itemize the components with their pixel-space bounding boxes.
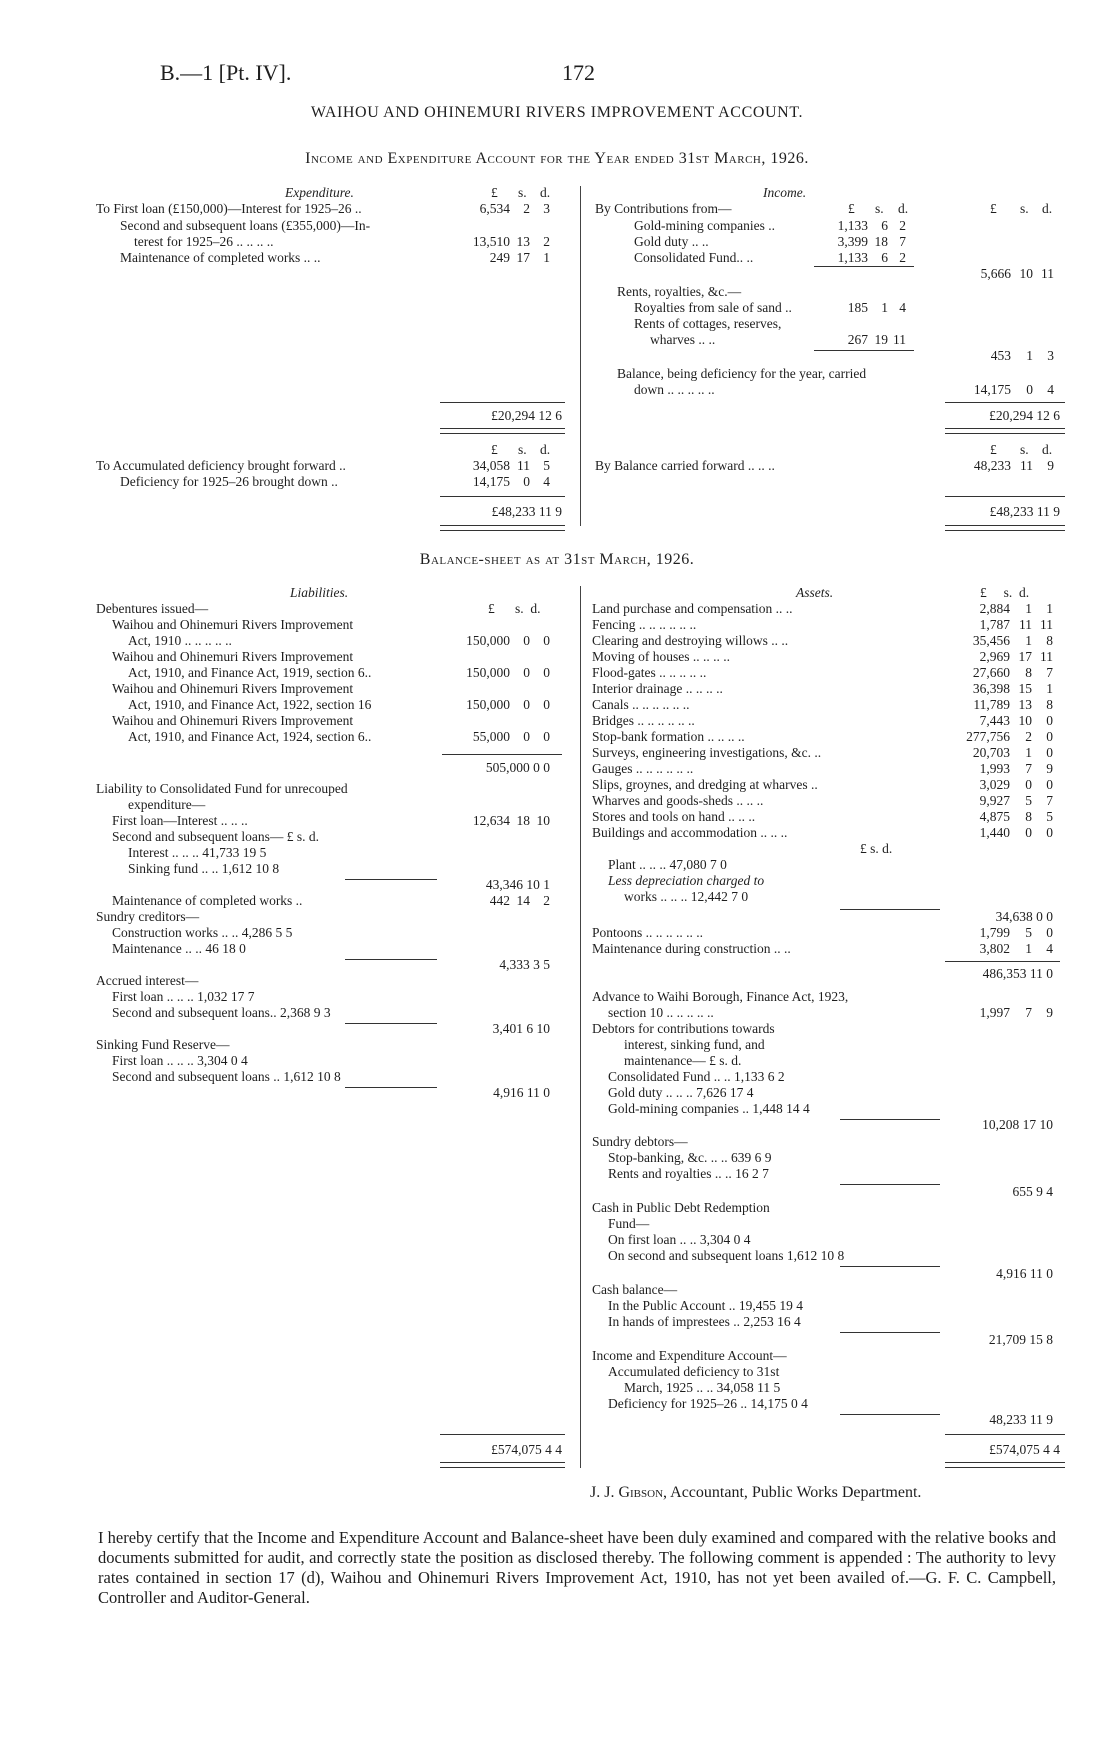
- document-reference: B.—1 [Pt. IV].: [160, 60, 292, 85]
- asset-shillings: 10: [1018, 713, 1032, 728]
- accountant-signature: [590, 1484, 921, 1502]
- audit-certificate: I hereby certify that the Income and Expenditure Account and Balance-sheet have been duly examined and compared with the relative books and documents submitted for audit, and correctly state the position as disclosed thereby. The following comment is appended : The authority to levy rates contained in section 17 (d), Waihou and Ohinemuri Rivers Improvement Act, 1910, has not yet been availed of.—G. F. C. Campbell, Controller and Auditor-General.: [98, 1528, 1056, 1607]
- subtotal-rule: [840, 909, 940, 910]
- total-rule: [440, 402, 565, 403]
- asset-pence: 7: [1046, 793, 1053, 808]
- inc-row-pence: 2: [899, 218, 906, 233]
- liab-row: Debentures issued—: [96, 601, 209, 616]
- asset-subtotal: 21,709 15 8: [988, 1332, 1053, 1347]
- exp-row-shillings: 17: [516, 250, 530, 265]
- asset-row: Clearing and destroying willows .. ..: [592, 633, 789, 648]
- inc-row-text: Gold duty .. ..: [634, 234, 709, 249]
- liab-pounds: 150,000: [466, 665, 510, 680]
- acc-total-right: £48,233 11 9: [989, 504, 1060, 519]
- liab-subtotal: 43,346 10 1: [485, 877, 550, 892]
- liab-row: Second and subsequent loans.. 2,368 9 3: [112, 1005, 331, 1020]
- asset-shillings: 0: [1025, 825, 1032, 840]
- exp-row-text: To First loan (£150,000)—Interest for 1925–26 ..: [96, 201, 362, 216]
- liab-row: Interest .. .. .. 41,733 19 5: [128, 845, 267, 860]
- subtotal-rule: [814, 266, 914, 267]
- asset-shillings: 8: [1025, 665, 1032, 680]
- asset-row: Wharves and goods-sheds .. .. ..: [592, 793, 764, 808]
- asset-pounds: 2,884: [979, 601, 1010, 616]
- subtotal-rule: [814, 350, 914, 351]
- double-rule: [440, 428, 565, 434]
- subtotal-rule: [840, 1332, 940, 1333]
- liab-row: expenditure—: [128, 797, 206, 812]
- asset-pence: 8: [1046, 633, 1053, 648]
- assets-heading: Assets.: [796, 585, 834, 600]
- liab-pounds: 150,000: [466, 633, 510, 648]
- acc-right-text: By Balance carried forward .. .. ..: [595, 458, 775, 473]
- total-rule: [945, 496, 1065, 497]
- exp-row-shillings: 2: [523, 201, 530, 216]
- asset-row: Buildings and accommodation .. .. ..: [592, 825, 788, 840]
- asset-row: Plant .. .. .. 47,080 7 0: [608, 857, 727, 872]
- asset-shillings: 1: [1025, 941, 1032, 956]
- asset-pounds: 3,029: [979, 777, 1010, 792]
- liab-row: Waihou and Ohinemuri Rivers Improvement: [112, 681, 354, 696]
- acc-row-shillings: 11: [517, 458, 530, 473]
- exp-row-pence: 1: [543, 250, 550, 265]
- inc-row-text: wharves .. ..: [650, 332, 716, 347]
- asset-shillings: 7: [1025, 1005, 1032, 1020]
- asset-row: Advance to Waihi Borough, Finance Act, 1923,: [592, 989, 849, 1004]
- asset-pence: 0: [1046, 729, 1053, 744]
- asset-pounds: 7,443: [979, 713, 1010, 728]
- asset-shillings: 1: [1025, 745, 1032, 760]
- asset-subtotal: 10,208 17 10: [982, 1117, 1053, 1132]
- liabilities-heading: Liabilities.: [290, 585, 349, 600]
- ie-subtitle: Income and Expenditure Account for the Year ended 31st March, 1926.: [305, 150, 809, 167]
- exp-row-pence: 3: [543, 201, 550, 216]
- asset-subtotal: 4,916 11 0: [996, 1266, 1053, 1281]
- liab-shillings: 14: [516, 893, 530, 908]
- asset-pounds: 20,703: [972, 745, 1010, 760]
- asset-subtotal: 48,233 11 9: [989, 1412, 1053, 1427]
- inc-row-pounds: 185: [847, 300, 868, 315]
- bs-total-liabilities: £574,075 4 4: [491, 1442, 562, 1457]
- acc-row-text: To Accumulated deficiency brought forward ..: [96, 458, 346, 473]
- liab-shillings: 0: [523, 697, 530, 712]
- ie-column-divider: [580, 186, 581, 526]
- liab-pence: 10: [536, 813, 550, 828]
- liab-pence: 0: [543, 665, 550, 680]
- asset-pence: 4: [1046, 941, 1053, 956]
- asset-shillings: 7: [1025, 761, 1032, 776]
- asset-row: section 10 .. .. .. .. ..: [608, 1005, 714, 1020]
- acc-row-text: Deficiency for 1925–26 brought down ..: [120, 474, 338, 489]
- asset-row: Fund—: [608, 1216, 650, 1231]
- asset-row: In hands of imprestees .. 2,253 16 4: [608, 1314, 801, 1329]
- liab-row: Maintenance of completed works ..: [112, 893, 303, 908]
- page-number: 172: [562, 60, 595, 85]
- liab-row: Sinking fund .. .. 1,612 10 8: [128, 861, 280, 876]
- liab-pence: 0: [543, 729, 550, 744]
- asset-row: Rents and royalties .. .. 16 2 7: [608, 1166, 769, 1181]
- double-rule: [945, 525, 1065, 531]
- inc-total-pence: 11: [1041, 266, 1054, 281]
- asset-shillings: 13: [1018, 697, 1032, 712]
- asset-pence: 0: [1046, 745, 1053, 760]
- asset-pounds: 1,997: [979, 1005, 1010, 1020]
- asset-shillings: 1: [1025, 601, 1032, 616]
- inc-row-pounds: 1,133: [837, 218, 868, 233]
- inc-row-text: Rents of cottages, reserves,: [634, 316, 782, 331]
- liab-row: First loan .. .. .. 3,304 0 4: [112, 1053, 248, 1068]
- inc-row-pounds: 267: [847, 332, 868, 347]
- asset-row: Debtors for contributions towards: [592, 1021, 775, 1036]
- asset-pounds: 35,456: [972, 633, 1010, 648]
- asset-row: Interior drainage .. .. .. ..: [592, 681, 723, 696]
- asset-pounds: 1,993: [979, 761, 1010, 776]
- liab-row: First loan .. .. .. 1,032 17 7: [112, 989, 255, 1004]
- exp-row-pounds: 13,510: [472, 234, 510, 249]
- liab-subtotal: 505,000 0 0: [485, 760, 550, 775]
- liab-row: Maintenance .. .. 46 18 0: [112, 941, 246, 956]
- inc-row-text: By Contributions from—: [595, 201, 732, 216]
- signature-role: , Accountant, Public Works Department.: [663, 1484, 922, 1501]
- asset-pounds: 277,756: [966, 729, 1010, 744]
- liab-row: Act, 1910, and Finance Act, 1919, section 6..: [128, 665, 372, 680]
- asset-pounds: 3,802: [979, 941, 1010, 956]
- bs-column-divider: [580, 586, 581, 1468]
- asset-row: Moving of houses .. .. .. ..: [592, 649, 730, 664]
- liab-row: Sundry creditors—: [96, 909, 200, 924]
- exp-row-shillings: 13: [516, 234, 530, 249]
- asset-row: works .. .. .. 12,442 7 0: [624, 889, 749, 904]
- currency-pence: d.: [540, 185, 551, 200]
- asset-pounds: 1,799: [979, 925, 1010, 940]
- liab-subtotal: 4,916 11 0: [493, 1085, 550, 1100]
- asset-pence: 8: [1046, 697, 1053, 712]
- asset-subtotal: 655 9 4: [1012, 1184, 1053, 1199]
- subtotal-rule: [345, 879, 437, 880]
- acc-row-pence: 5: [543, 458, 550, 473]
- inc-row-text: Balance, being deficiency for the year, carried: [617, 366, 867, 381]
- currency-header: £ s. d.: [488, 601, 541, 616]
- subtotal-rule: [840, 1266, 940, 1267]
- asset-row: Surveys, engineering investigations, &c. ..: [592, 745, 822, 760]
- asset-pounds: 1,787: [979, 617, 1010, 632]
- asset-row: Deficiency for 1925–26 .. 14,175 0 4: [608, 1396, 808, 1411]
- asset-row: Canals .. .. .. .. .. ..: [592, 697, 690, 712]
- inc-row-shillings: 18: [874, 234, 888, 249]
- currency-pound: £: [491, 185, 498, 200]
- bs-total-assets: £574,075 4 4: [989, 1442, 1060, 1457]
- liab-row: First loan—Interest .. .. ..: [112, 813, 248, 828]
- subtotal-rule: [442, 754, 562, 755]
- asset-shillings: 5: [1025, 793, 1032, 808]
- inc-row-shillings: 19: [874, 332, 888, 347]
- acc-right-pence: 9: [1047, 458, 1054, 473]
- exp-row-pence: 2: [543, 234, 550, 249]
- asset-row: On first loan .. .. 3,304 0 4: [608, 1232, 751, 1247]
- asset-row: Cash balance—: [592, 1282, 678, 1297]
- double-rule: [945, 1462, 1065, 1468]
- total-rule: [440, 1434, 565, 1435]
- asset-pence: 7: [1046, 665, 1053, 680]
- liab-row: Second and subsequent loans— £ s. d.: [112, 829, 319, 844]
- asset-row: maintenance— £ s. d.: [624, 1053, 742, 1068]
- asset-shillings: 17: [1018, 649, 1032, 664]
- acc-row-shillings: 0: [523, 474, 530, 489]
- bs-subtitle: Balance-sheet as at 31st March, 1926.: [419, 551, 695, 568]
- exp-row-pounds: 6,534: [479, 201, 510, 216]
- liab-pence: 2: [543, 893, 550, 908]
- liab-pence: 0: [543, 633, 550, 648]
- asset-pence: 9: [1046, 761, 1053, 776]
- asset-pounds: 27,660: [972, 665, 1010, 680]
- currency-shilling: s.: [518, 442, 527, 457]
- liab-pounds: 12,634: [472, 813, 510, 828]
- liab-row: Waihou and Ohinemuri Rivers Improvement: [112, 713, 354, 728]
- currency-pound: £: [990, 201, 997, 216]
- inc-total-shillings: 1: [1026, 348, 1033, 363]
- asset-subtotal: 34,638 0 0: [995, 909, 1053, 924]
- asset-pence: 11: [1040, 649, 1053, 664]
- inc-total-pounds: 453: [990, 348, 1011, 363]
- liab-pounds: 150,000: [466, 697, 510, 712]
- asset-pence: 0: [1046, 825, 1053, 840]
- total-rule: [440, 496, 565, 497]
- asset-pounds: 2,969: [979, 649, 1010, 664]
- asset-pence: 11: [1040, 617, 1053, 632]
- inc-row-pounds: 3,399: [837, 234, 868, 249]
- asset-row: Income and Expenditure Account—: [592, 1348, 787, 1363]
- asset-row: Less depreciation charged to: [608, 873, 765, 888]
- inc-total-pounds: 5,666: [980, 266, 1011, 281]
- asset-row: Stop-banking, &c. .. .. 639 6 9: [608, 1150, 772, 1165]
- asset-shillings: 5: [1025, 925, 1032, 940]
- liab-pounds: 442: [489, 893, 510, 908]
- asset-row: Gold-mining companies .. 1,448 14 4: [608, 1101, 810, 1116]
- subtotal-rule: [945, 961, 1060, 962]
- asset-pence: 1: [1046, 681, 1053, 696]
- acc-total-left: £48,233 11 9: [491, 504, 562, 519]
- liab-pounds: 55,000: [472, 729, 510, 744]
- inc-row-pence: 11: [893, 332, 906, 347]
- asset-row: Fencing .. .. .. .. .. ..: [592, 617, 697, 632]
- asset-row: Pontoons .. .. .. .. .. ..: [592, 925, 704, 940]
- inc-row-text: Royalties from sale of sand ..: [634, 300, 792, 315]
- acc-row-pounds: 14,175: [472, 474, 510, 489]
- liab-subtotal: 3,401 6 10: [492, 1021, 550, 1036]
- currency-pound: £: [990, 442, 997, 457]
- asset-shillings: 0: [1025, 777, 1032, 792]
- inc-row-pence: 2: [899, 250, 906, 265]
- liab-row: Waihou and Ohinemuri Rivers Improvement: [112, 617, 354, 632]
- asset-pence: 9: [1046, 1005, 1053, 1020]
- asset-pounds: 36,398: [972, 681, 1010, 696]
- subtotal-rule: [345, 959, 437, 960]
- acc-right-pounds: 48,233: [973, 458, 1011, 473]
- asset-pence: 0: [1046, 777, 1053, 792]
- inc-row-text: Consolidated Fund.. ..: [634, 250, 754, 265]
- currency-shilling: s.: [1020, 201, 1029, 216]
- ie-total-expenditure: £20,294 12 6: [491, 408, 562, 423]
- total-rule: [945, 402, 1065, 403]
- asset-row: interest, sinking fund, and: [624, 1037, 765, 1052]
- currency-pence: d.: [898, 201, 909, 216]
- exp-row-text: Maintenance of completed works .. ..: [120, 250, 321, 265]
- asset-row: Gold duty .. .. .. 7,626 17 4: [608, 1085, 754, 1100]
- inc-total-pounds: 14,175: [973, 382, 1011, 397]
- asset-row: Gauges .. .. .. .. .. ..: [592, 761, 694, 776]
- asset-row: Land purchase and compensation .. ..: [592, 601, 793, 616]
- asset-row: Maintenance during construction .. ..: [592, 941, 791, 956]
- inc-row-shillings: 6: [881, 250, 888, 265]
- asset-row: Consolidated Fund .. .. 1,133 6 2: [608, 1069, 785, 1084]
- asset-shillings: 1: [1025, 633, 1032, 648]
- signature-name: J. J. Gibson: [590, 1484, 664, 1501]
- subtotal-rule: [345, 1087, 437, 1088]
- inc-row-shillings: 6: [881, 218, 888, 233]
- inc-total-shillings: 10: [1019, 266, 1033, 281]
- subtotal-rule: [840, 1414, 940, 1415]
- currency-shilling: s.: [875, 201, 884, 216]
- asset-shillings: 11: [1019, 617, 1032, 632]
- asset-row: Cash in Public Debt Redemption: [592, 1200, 770, 1215]
- asset-shillings: 15: [1018, 681, 1032, 696]
- exp-row-text: terest for 1925–26 .. .. .. ..: [134, 234, 274, 249]
- subtotal-rule: [345, 1023, 437, 1024]
- liab-pence: 0: [543, 697, 550, 712]
- asset-row: Stop-bank formation .. .. .. ..: [592, 729, 745, 744]
- liab-shillings: 0: [523, 633, 530, 648]
- double-rule: [440, 525, 565, 531]
- asset-row: Accumulated deficiency to 31st: [608, 1364, 780, 1379]
- liab-row: Act, 1910, and Finance Act, 1924, section 6..: [128, 729, 372, 744]
- exp-row-pounds: 249: [489, 250, 510, 265]
- double-rule: [945, 428, 1065, 434]
- double-rule: [440, 1462, 565, 1468]
- inc-row-pence: 4: [899, 300, 906, 315]
- asset-row: On second and subsequent loans 1,612 10 8: [608, 1248, 845, 1263]
- liab-shillings: 0: [523, 665, 530, 680]
- inc-total-shillings: 0: [1026, 382, 1033, 397]
- currency-pound: £: [848, 201, 855, 216]
- asset-shillings: 2: [1025, 729, 1032, 744]
- liab-row: Act, 1910, and Finance Act, 1922, section 16: [128, 697, 372, 712]
- asset-pence: 1: [1046, 601, 1053, 616]
- inc-row-pounds: 1,133: [837, 250, 868, 265]
- asset-row: Flood-gates .. .. .. .. ..: [592, 665, 707, 680]
- inc-row-text: Rents, royalties, &c.—: [617, 284, 742, 299]
- expenditure-heading: Expenditure.: [285, 185, 354, 200]
- exp-row-text: Second and subsequent loans (£355,000)—In-: [120, 218, 371, 233]
- asset-row: Sundry debtors—: [592, 1134, 688, 1149]
- inc-row-pence: 7: [899, 234, 906, 249]
- asset-row: £ s. d.: [860, 841, 893, 856]
- inc-total-pence: 4: [1047, 382, 1054, 397]
- currency-shilling: s.: [1020, 442, 1029, 457]
- liab-row: Accrued interest—: [96, 973, 199, 988]
- currency-pound: £: [491, 442, 498, 457]
- asset-row: Bridges .. .. .. .. .. ..: [592, 713, 695, 728]
- asset-row: Stores and tools on hand .. .. ..: [592, 809, 756, 824]
- currency-shilling: s.: [518, 185, 527, 200]
- acc-row-pounds: 34,058: [472, 458, 510, 473]
- liab-shillings: 18: [516, 813, 530, 828]
- currency-pence: d.: [1042, 201, 1053, 216]
- asset-row: March, 1925 .. .. 34,058 11 5: [624, 1380, 781, 1395]
- asset-pounds: 9,927: [979, 793, 1010, 808]
- asset-subtotal: 486,353 11 0: [982, 966, 1053, 981]
- acc-row-pence: 4: [543, 474, 550, 489]
- asset-pounds: 11,789: [973, 697, 1010, 712]
- liab-row: Construction works .. .. 4,286 5 5: [112, 925, 293, 940]
- liab-subtotal: 4,333 3 5: [499, 957, 550, 972]
- currency-pence: d.: [540, 442, 551, 457]
- asset-pence: 0: [1046, 925, 1053, 940]
- currency-pence: d.: [1042, 442, 1053, 457]
- liab-row: Sinking Fund Reserve—: [96, 1037, 230, 1052]
- subtotal-rule: [840, 1119, 940, 1120]
- asset-pence: 0: [1046, 713, 1053, 728]
- inc-total-pence: 3: [1047, 348, 1054, 363]
- ie-total-income: £20,294 12 6: [989, 408, 1060, 423]
- liab-row: Second and subsequent loans .. 1,612 10 8: [112, 1069, 341, 1084]
- asset-pounds: 1,440: [979, 825, 1010, 840]
- income-heading: Income.: [763, 185, 807, 200]
- inc-row-shillings: 1: [881, 300, 888, 315]
- liab-shillings: 0: [523, 729, 530, 744]
- subtotal-rule: [840, 1184, 940, 1185]
- asset-pounds: 4,875: [979, 809, 1010, 824]
- liab-row: Liability to Consolidated Fund for unrecouped: [96, 781, 348, 796]
- currency-header: £ s. d.: [980, 585, 1030, 600]
- asset-row: In the Public Account .. 19,455 19 4: [608, 1298, 803, 1313]
- liab-row: Act, 1910 .. .. .. .. ..: [128, 633, 232, 648]
- asset-pence: 5: [1046, 809, 1053, 824]
- inc-row-text: Gold-mining companies ..: [634, 218, 775, 233]
- asset-shillings: 8: [1025, 809, 1032, 824]
- total-rule: [945, 1434, 1065, 1435]
- liab-row: Waihou and Ohinemuri Rivers Improvement: [112, 649, 354, 664]
- asset-row: Slips, groynes, and dredging at wharves ..: [592, 777, 818, 792]
- acc-right-shillings: 11: [1020, 458, 1033, 473]
- inc-row-text: down .. .. .. .. ..: [634, 382, 715, 397]
- document-title: WAIHOU AND OHINEMURI RIVERS IMPROVEMENT ACCOUNT.: [310, 104, 804, 121]
